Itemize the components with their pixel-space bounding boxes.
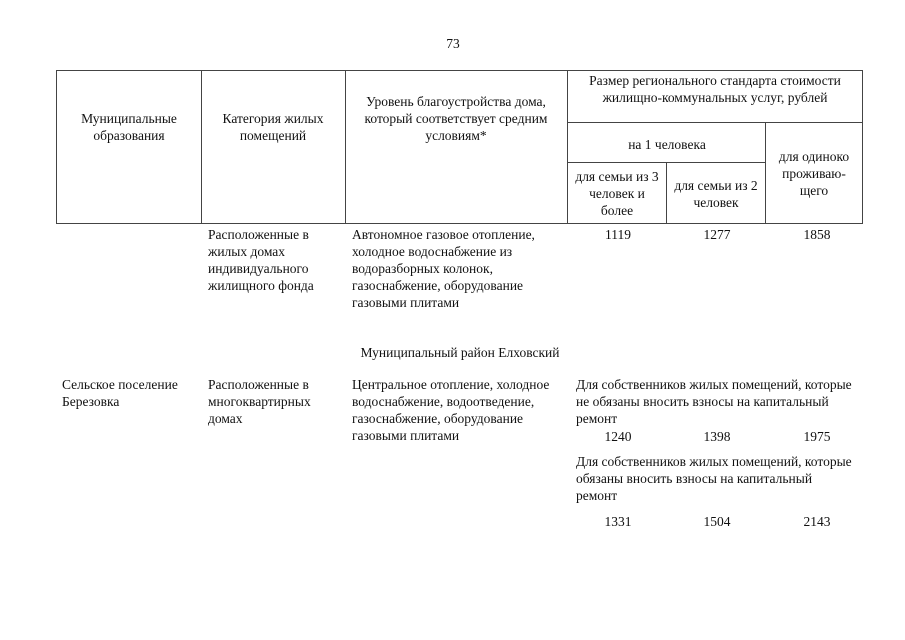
- row1-value-single: 1858: [803, 227, 831, 242]
- row1-category: Расположенные в жилых домах индивидуального жилищного фонда: [208, 227, 314, 293]
- page-number: 73: [446, 36, 460, 51]
- row1-comfort: Автономное газовое отопление, холодное водоснабжение из водоразборных колонок, газоснабжение, оборудование газовыми плитами: [352, 227, 535, 310]
- row2-note-b: Для собственников жилых помещений, которые обязаны вносить взносы на капитальный ремонт: [576, 454, 852, 503]
- header-single: для одиноко проживаю-щего: [778, 149, 850, 198]
- header-family3: для семьи из 3 человек и более: [575, 169, 659, 218]
- header-per-person: на 1 человека: [628, 137, 706, 152]
- header-municipality: Муниципальные образования: [81, 111, 177, 143]
- row2-b-family3: 1331: [604, 514, 632, 529]
- row2-b-single: 2143: [803, 514, 831, 529]
- row2-municipality: Сельское поселение Березовка: [62, 377, 178, 409]
- row2-category: Расположенные в многоквартирных домах: [208, 377, 311, 426]
- header-comfort-level: Уровень благоустройства дома, который соответствует средним условиям*: [364, 94, 548, 143]
- row2-a-single: 1975: [803, 429, 831, 444]
- row2-comfort: Центральное отопление, холодное водоснабжение, водоотведение, газоснабжение, оборудование газовыми плитами: [352, 377, 550, 443]
- row2-note-a: Для собственников жилых помещений, которые не обязаны вносить взносы на капитальный ремонт: [576, 377, 852, 426]
- header-category: Категория жилых помещений: [222, 111, 324, 143]
- row2-a-family3: 1240: [604, 429, 632, 444]
- row1-value-family3: 1119: [605, 227, 631, 242]
- section-title: Муниципальный район Елховский: [360, 345, 560, 360]
- row2-a-family2: 1398: [703, 429, 731, 444]
- header-family2: для семьи из 2 человек: [674, 178, 758, 210]
- row1-value-family2: 1277: [703, 227, 731, 242]
- row2-b-family2: 1504: [703, 514, 731, 529]
- header-standard-size: Размер регионального стандарта стоимости жилищно-коммунальных услуг, рублей: [589, 73, 841, 105]
